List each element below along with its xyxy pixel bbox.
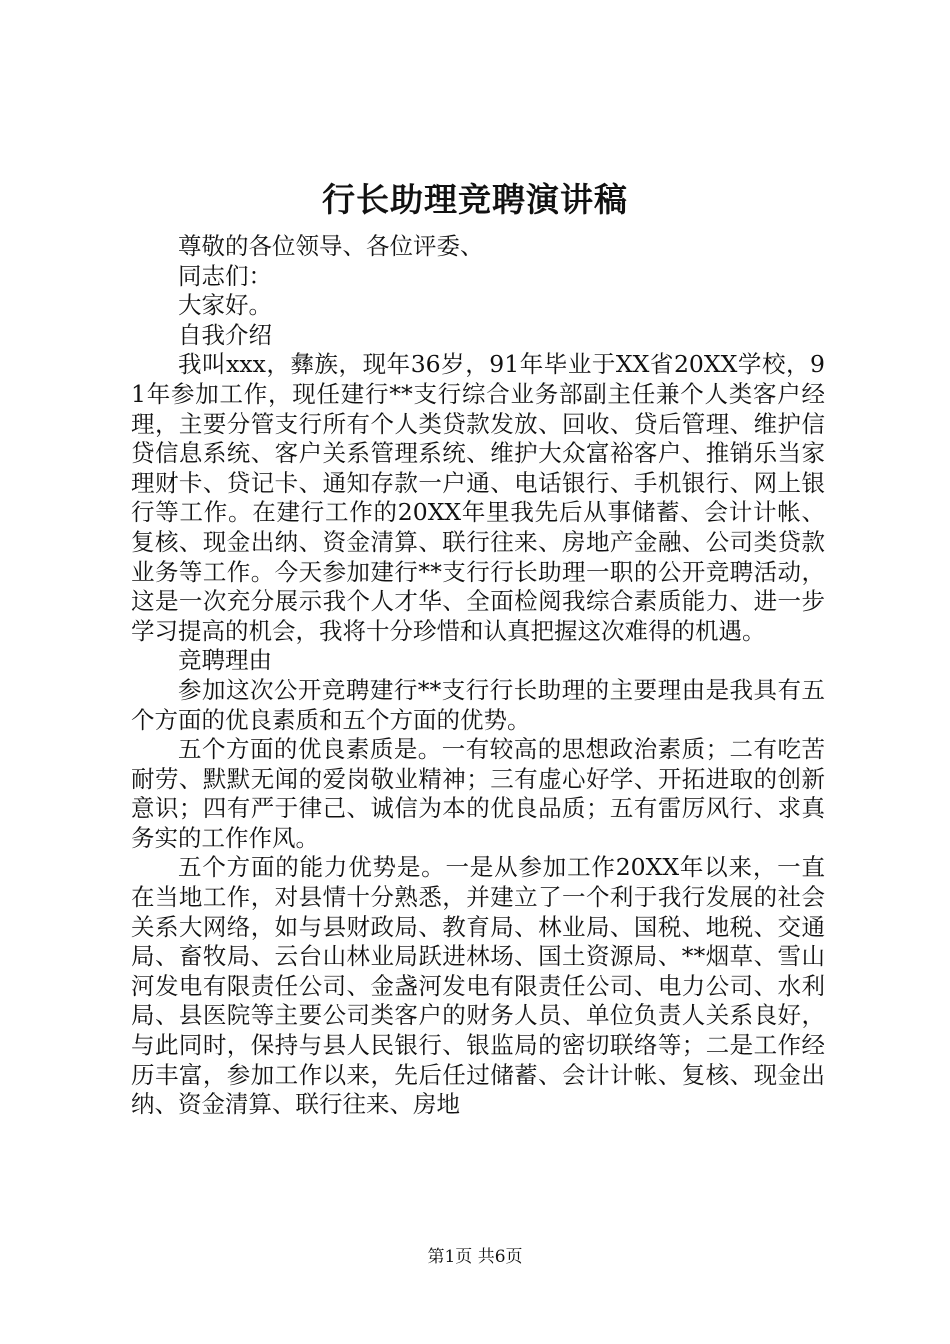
- salutation-line: 尊敬的各位领导、各位评委、: [178, 232, 484, 260]
- page-number-footer: 第1页 共6页: [427, 1247, 523, 1267]
- salutation-line: 同志们：: [178, 261, 272, 290]
- document-body: [131, 232, 825, 1120]
- section-heading: 自我介绍: [178, 320, 272, 349]
- paragraph: 五个方面的能力优势是。一是从参加工作20XX年以来，一直在当地工作，对县情十分熟悉，并建立了一个利于我行发展的社会关系大网络，如与县财政局、教育局、林业局、国税、地税、交通局、畜牧局、云台山林业局跃进林场、国土资源局、**烟草、雪山河发电有限责任公司、金盏河发电有限责任公司、电力公司、水利局、县医院等主要公司类客户的财务人员、单位负责人关系良好，与此同时，保持与县人民银行、银监局的密切联络等；二是工作经历丰富，参加工作以来，先后任过储蓄、会计计帐、复核、现金出纳、资金清算、联行往来、房地: [131, 853, 825, 1119]
- paragraph: 参加这次公开竞聘建行**支行行长助理的主要理由是我具有五个方面的优良素质和五个方面的优势。: [131, 675, 825, 734]
- paragraph: 我叫xxx，彝族，现年36岁，91年毕业于XX省20XX学校，91年参加工作，现任建行**支行综合业务部副主任兼个人类客户经理，主要分管支行所有个人类贷款发放、回收、贷后管理、维护信贷信息系统、客户关系管理系统、维护大众富裕客户、推销乐当家理财卡、贷记卡、通知存款一户通、电话银行、手机银行、网上银行等工作。在建行工作的20XX年里我先后从事储蓄、会计计帐、复核、现金出纳、资金清算、联行往来、房地产金融、公司类贷款业务等工作。今天参加建行**支行行长助理一职的公开竞聘活动，这是一次充分展示我个人才华、全面检阅我综合素质能力、进一步学习提高的机会，我将十分珍惜和认真把握这次难得的机遇。: [131, 350, 825, 645]
- document-title: 行长助理竞聘演讲稿: [322, 180, 628, 219]
- greeting-line: 大家好。: [178, 291, 272, 320]
- section-heading: 竞聘理由: [178, 646, 272, 675]
- paragraph: 五个方面的优良素质是。一有较高的思想政治素质；二有吃苦耐劳、默默无闻的爱岗敬业精神；三有虚心好学、开拓进取的创新意识；四有严于律己、诚信为本的优良品质；五有雷厉风行、求真务实的工作作风。: [131, 735, 825, 852]
